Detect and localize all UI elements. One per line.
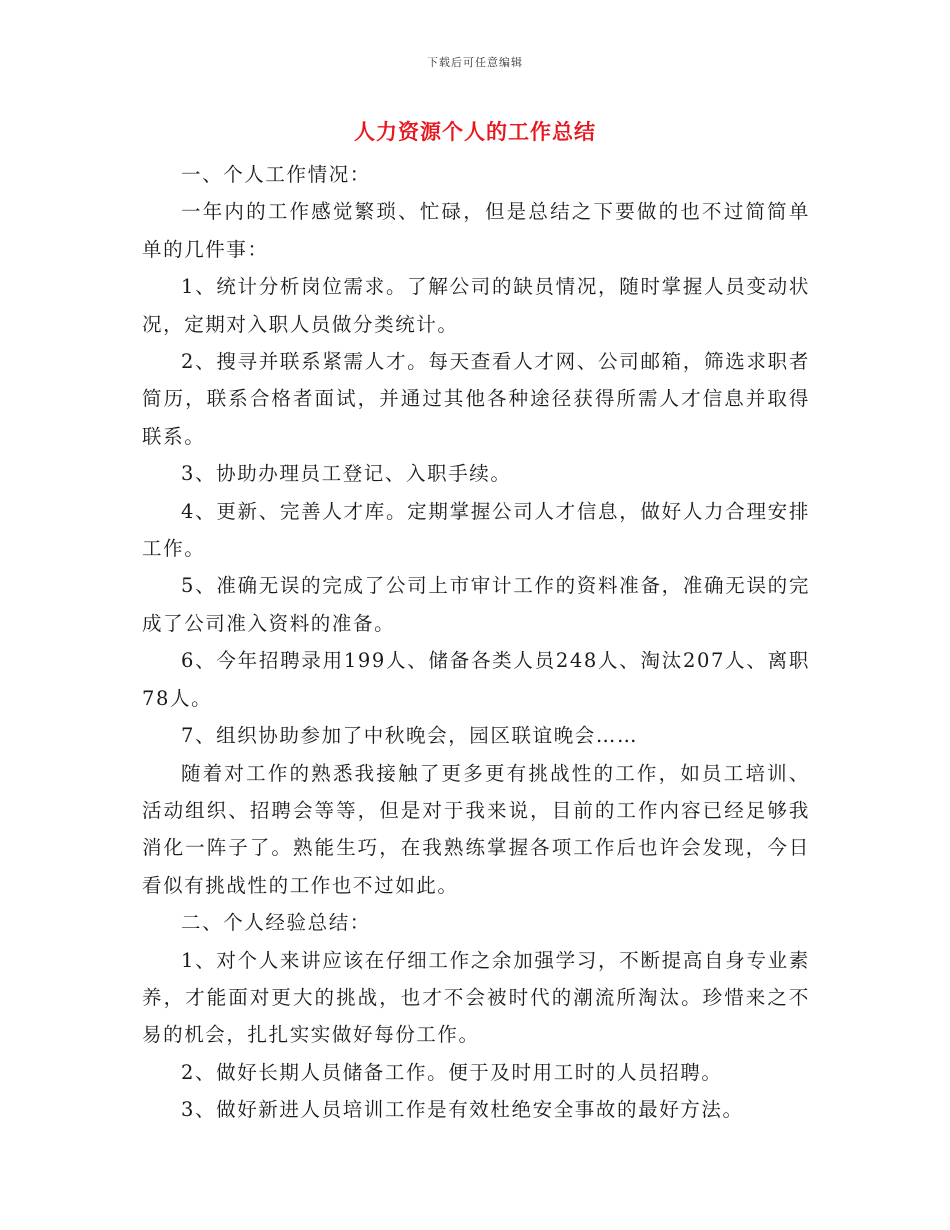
experience-item-1: 1、对个人来讲应该在仔细工作之余加强学习，不断提高自身专业素养，才能面对更大的挑战，也才不会被时代的潮流所淘汰。珍惜来之不易的机会，扎扎实实做好每份工作。 xyxy=(142,948,810,1047)
list-item-2: 2、搜寻并联系紧需人才。每天查看人才网、公司邮箱，筛选求职者简历，联系合格者面试，并通过其他各种途径获得所需人才信息并取得联系。 xyxy=(142,350,810,448)
section-heading-experience: 二、个人经验总结： xyxy=(181,911,371,935)
paragraph-intro: 一年内的工作感觉繁琐、忙碌，但是总结之下要做的也不过简简单单的几件事： xyxy=(142,200,810,261)
list-item-5: 5、准确无误的完成了公司上市审计工作的资料准备，准确无误的完成了公司准入资料的准备。 xyxy=(142,574,810,635)
list-item-1: 1、统计分析岗位需求。了解公司的缺员情况，随时掌握人员变动状况，定期对入职人员做分类统计。 xyxy=(142,275,810,336)
experience-item-2: 2、做好长期人员储备工作。便于及时用工时的人员招聘。 xyxy=(181,1060,723,1084)
document-body xyxy=(142,156,810,1129)
paragraph-reflection: 随着对工作的熟悉我接触了更多更有挑战性的工作，如员工培训、活动组织、招聘会等等，但是对于我来说，目前的工作内容已经足够我消化一阵子了。熟能生巧，在我熟练掌握各项工作后也许会发现，今日看似有挑战性的工作也不过如此。 xyxy=(142,761,810,897)
document-title: 人力资源个人的工作总结 xyxy=(354,119,596,144)
experience-item-3: 3、做好新进人员培训工作是有效杜绝安全事故的最好方法。 xyxy=(181,1098,744,1122)
header-note: 下载后可任意编辑 xyxy=(427,56,523,69)
list-item-6: 6、今年招聘录用199人、储备各类人员248人、淘汰207人、离职78人。 xyxy=(142,649,810,710)
list-item-4: 4、更新、完善人才库。定期掌握公司人才信息，做好人力合理安排工作。 xyxy=(142,499,810,561)
list-item-3: 3、协助办理员工登记、入职手续。 xyxy=(181,462,512,486)
section-heading-work-situation: 一、个人工作情况： xyxy=(181,163,371,186)
list-item-7: 7、组织协助参加了中秋晚会，园区联谊晚会…… xyxy=(181,724,639,748)
